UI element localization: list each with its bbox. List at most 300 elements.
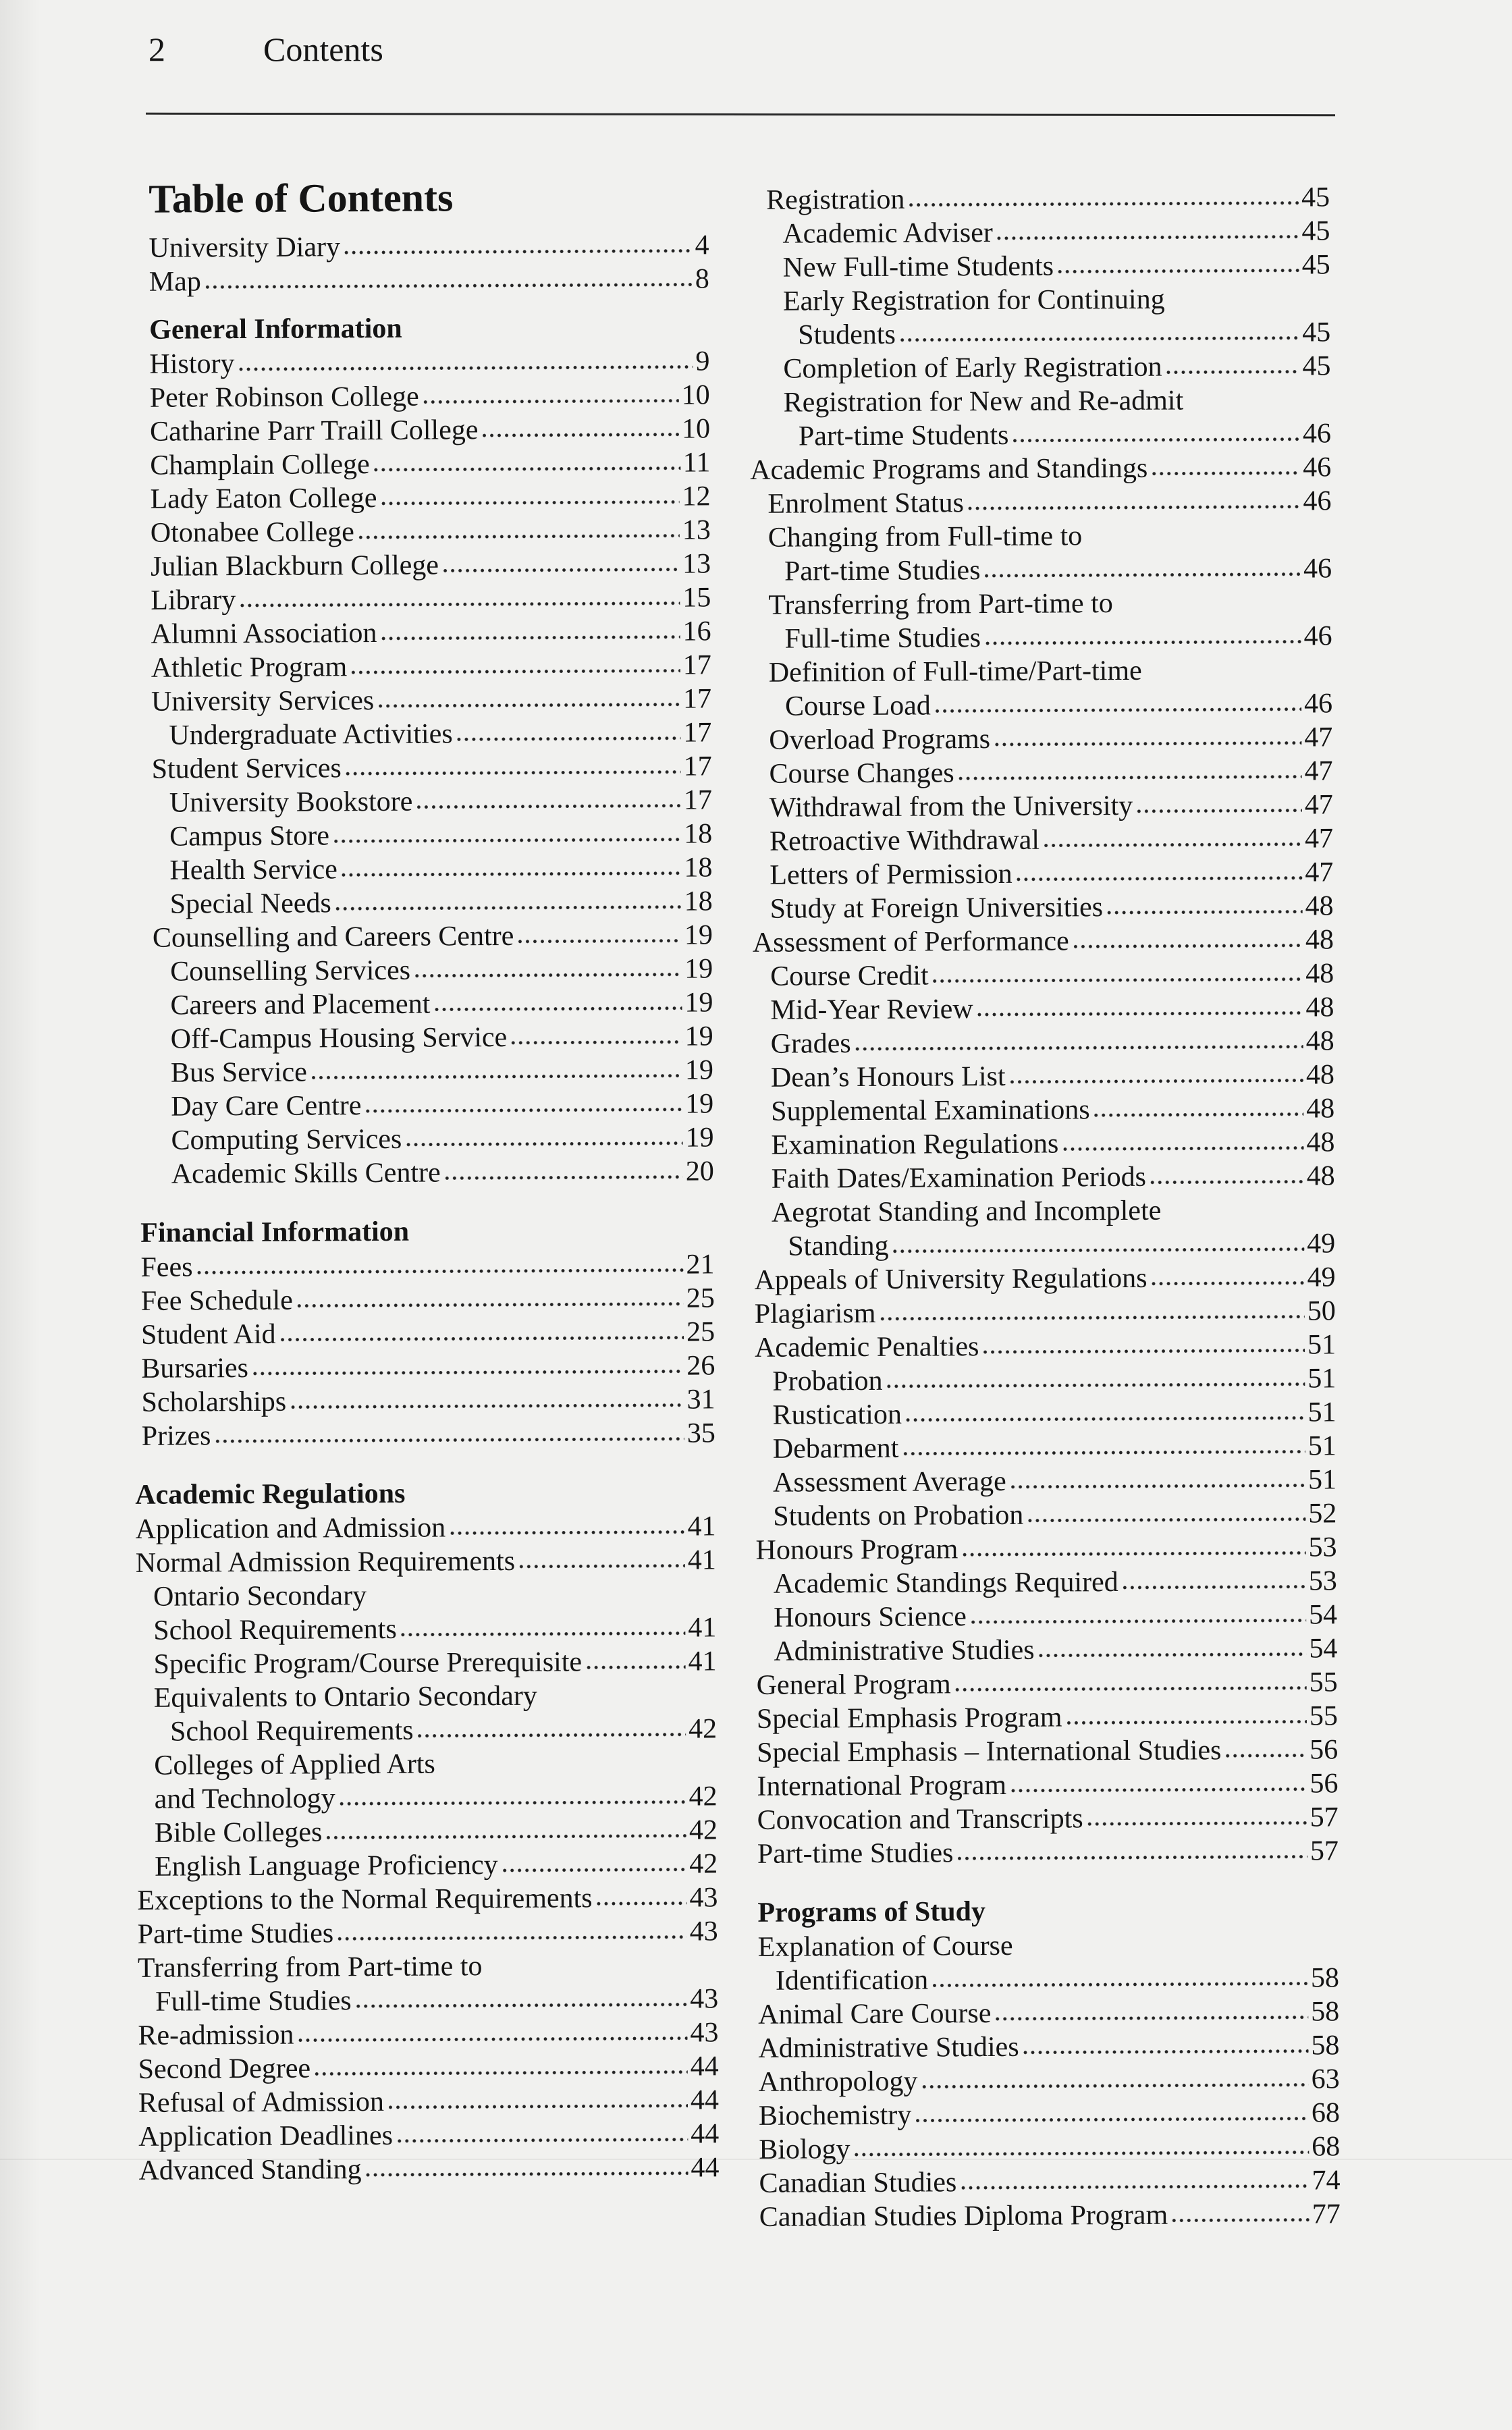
toc-entry-page: 47 [1304,755,1333,787]
toc-entry-page: 25 [686,1282,715,1314]
toc-entry[interactable] [138,2016,718,2053]
toc-entry[interactable] [151,716,711,752]
dot-leader [279,1334,684,1343]
toc-entry-page: 47 [1304,823,1334,855]
toc-entry-label: Dean’s Honours List [770,1060,1006,1094]
toc-entry[interactable] [751,720,1332,757]
toc-entry-page: 43 [689,1916,718,1947]
toc-entry[interactable] [753,1058,1334,1095]
toc-entry-label: Map [148,266,201,298]
toc-entry-page: 63 [1311,2063,1340,2095]
toc-entry-page: 55 [1309,1667,1338,1698]
dot-leader [1150,1280,1305,1287]
toc-entry-label: Plagiarism [754,1297,876,1330]
toc-title: Table of Contents [148,175,454,221]
dot-leader [357,533,680,541]
toc-entry[interactable] [758,1995,1339,2032]
toc-entry[interactable] [154,1154,714,1191]
toc-entry[interactable] [749,214,1330,251]
toc-entry-page: 44 [690,2051,719,2082]
dot-leader [289,1402,684,1411]
toc-entry[interactable] [151,513,711,549]
dot-leader [433,1005,682,1013]
dot-leader [1056,267,1299,275]
dot-leader [898,335,1299,344]
toc-entry-label-line: Ontario Secondary [153,1580,367,1613]
toc-entry-page: 49 [1307,1228,1336,1260]
dot-leader [994,2014,1308,2022]
toc-entry-label: Alumni Association [151,617,377,650]
toc-entry-label: Catharine Parr Traill College [149,414,479,448]
toc-entry[interactable] [136,1611,716,1648]
toc-right-group [732,214,1341,2234]
toc-entry-label: Canadian Studies Diploma Program [759,2199,1168,2233]
toc-entry-page: 17 [682,683,712,715]
toc-entry[interactable] [732,180,1330,217]
toc-entry-label: Julian Blackburn College [150,549,439,583]
toc-entry[interactable] [151,682,711,718]
toc-entry-page: 17 [683,751,712,782]
toc-entry[interactable] [756,1564,1337,1601]
toc-entry-page: 4 [695,230,709,261]
dot-leader [1106,909,1303,917]
dot-leader [336,1934,687,1943]
toc-entry[interactable] [152,850,712,887]
dot-leader [334,904,682,913]
toc-entry[interactable] [756,1598,1337,1635]
dot-leader [1149,1179,1304,1186]
toc-entry-page: 48 [1305,958,1334,990]
toc-entry[interactable] [759,2062,1340,2099]
toc-entry[interactable] [752,855,1333,892]
toc-entry-label-line: Changing from Full-time to [767,520,1083,554]
dot-leader [905,1415,1305,1424]
toc-entry[interactable] [138,1914,718,1951]
toc-entry-label: Identification [775,1964,929,1997]
toc-entry-label: Campus Store [169,820,330,853]
toc-entry-page: 13 [682,548,711,580]
dot-leader [350,668,680,676]
toc-entry[interactable] [141,1281,715,1318]
toc-entry[interactable] [149,262,709,298]
toc-entry[interactable] [757,1800,1339,1837]
toc-entry[interactable] [755,1361,1336,1399]
dot-leader [481,431,679,439]
dot-leader [196,1267,684,1276]
toc-entry-page: 46 [1303,452,1332,483]
toc-entry-page: 19 [684,1054,714,1086]
toc-entry-label: School Requirements [169,1714,414,1748]
toc-entry[interactable] [751,686,1332,724]
toc-entry-label: Refusal of Admission [138,2086,385,2119]
toc-entry[interactable] [753,923,1334,960]
toc-entry-page: 52 [1308,1498,1337,1530]
toc-entry-label: Academic Skills Centre [171,1157,441,1190]
toc-entry[interactable] [757,1766,1338,1804]
dot-leader [1009,1786,1307,1794]
dot-leader [976,1010,1303,1019]
dot-leader [1011,436,1300,444]
toc-entry-page: 48 [1305,1059,1335,1091]
toc-entry[interactable] [142,1416,716,1453]
dot-leader [213,1436,684,1445]
toc-entry-page: 56 [1310,1734,1339,1766]
toc-entry-label-line: Definition of Full-time/Part-time [768,655,1142,688]
dot-leader [1065,1719,1307,1727]
dot-leader [996,234,1299,242]
toc-entry-page: 17 [683,717,712,749]
toc-entry-label: Otonabee College [150,516,354,549]
dot-leader [238,600,680,609]
toc-entry-page: 46 [1303,485,1332,517]
toc-entry-page: 74 [1312,2165,1341,2196]
dot-leader [931,1980,1308,1989]
toc-entry-page: 48 [1305,1025,1334,1057]
dot-leader [1008,1077,1303,1085]
toc-entry[interactable] [757,1699,1338,1736]
toc-entry[interactable] [754,1260,1335,1297]
toc-entry-label: Part-time Studies [784,555,981,587]
toc-entry[interactable] [751,754,1332,791]
toc-entry[interactable] [755,1530,1336,1567]
toc-entry[interactable] [753,1125,1334,1162]
dot-leader [413,971,682,979]
toc-entry[interactable] [757,1834,1339,1871]
toc-entry[interactable] [148,228,709,265]
toc-entry-label-line: Transferring from Part-time to [768,588,1113,621]
toc-entry-page: 42 [689,1848,718,1880]
toc-entry-label: Study at Foreign Universities [770,892,1104,925]
toc-financial-group [120,1212,716,1453]
toc-entry[interactable] [751,551,1332,589]
toc-entry-page: 45 [1302,350,1331,382]
toc-entry-page: 48 [1306,1127,1335,1158]
toc-entry-page: 56 [1310,1768,1339,1800]
toc-entry-label: Honours Science [774,1601,967,1634]
dot-leader [387,2103,688,2111]
toc-entry-label: Withdrawal from the University [769,790,1133,824]
toc-entry-label-line: Explanation of Course [757,1930,1013,1963]
toc-entry-page: 45 [1302,317,1331,348]
toc-entry-label: Fee Schedule [140,1285,293,1317]
toc-entry[interactable] [755,1496,1336,1534]
toc-entry[interactable] [153,1053,713,1089]
toc-entry-label-line: Aegrotat Standing and Incomplete [771,1195,1162,1228]
toc-entry-label: Completion of Early Registration [783,351,1162,385]
toc-entry-page: 18 [684,886,713,917]
programs-list [758,1995,1341,2234]
toc-entry[interactable] [150,446,710,482]
toc-entry[interactable] [753,1024,1334,1061]
dot-leader [585,1664,686,1671]
toc-entry-page: 47 [1304,789,1333,821]
dot-leader [456,735,681,743]
toc-entry-page: 51 [1307,1430,1336,1462]
toc-entry[interactable] [749,349,1330,386]
toc-entry[interactable] [153,986,713,1022]
toc-entry[interactable] [138,2083,719,2120]
toc-entry[interactable] [151,580,711,617]
toc-entry[interactable] [151,547,711,583]
dot-leader [518,1563,685,1570]
toc-entry[interactable] [750,416,1331,454]
toc-entry-label: Animal Care Course [758,1998,992,2030]
toc-entry-page: 45 [1301,182,1330,213]
toc-entry[interactable] [759,2130,1340,2167]
dot-leader [373,465,680,473]
dot-leader [354,2001,688,2010]
toc-entry-label: Special Needs [169,888,331,920]
toc-entry-label: Counselling and Careers Centre [152,920,514,954]
dot-leader [1224,1752,1307,1760]
toc-entry-page: 17 [683,784,713,816]
toc-entry-page: 47 [1305,857,1334,888]
section-heading-regulations: Academic Regulations [135,1478,406,1511]
dot-leader [364,2170,688,2179]
toc-entry-label: Fees [140,1251,193,1283]
toc-entry[interactable] [153,884,713,921]
dot-leader [1022,2048,1309,2056]
toc-entry-page: 51 [1307,1363,1336,1395]
toc-entry-page: 46 [1303,553,1332,585]
toc-entry[interactable] [141,1349,715,1385]
dot-leader [1093,1111,1304,1119]
toc-entry[interactable] [750,484,1331,521]
toc-entry-page: 17 [682,649,711,681]
toc-entry-label: Athletic Program [151,651,348,684]
toc-entry[interactable] [140,1247,714,1284]
dot-leader [296,1301,684,1310]
dot-leader [983,571,1301,579]
toc-entry-label: General Program [756,1669,951,1701]
toc-intro-group [115,228,713,1191]
toc-entry-page: 49 [1307,1262,1336,1293]
toc-entry[interactable] [153,1120,713,1157]
toc-entry[interactable] [137,1881,718,1918]
toc-regulations-group [122,1474,719,2188]
toc-entry-page: 41 [688,1646,717,1677]
dot-leader [954,1685,1307,1694]
toc-entry-label: Supplemental Examinations [771,1094,1090,1127]
toc-entry-label: School Requirements [153,1613,397,1646]
toc-entry[interactable] [753,1091,1334,1129]
toc-entry-label: Assessment Average [772,1465,1006,1498]
toc-entry[interactable] [752,889,1333,926]
dot-leader [1026,1516,1305,1524]
dot-leader [379,499,679,507]
toc-entry-page: 42 [688,1814,718,1846]
toc-entry[interactable] [752,788,1333,825]
toc-entry-label: Canadian Studies [759,2167,957,2199]
toc-entry-page: 68 [1311,2097,1341,2129]
toc-entry-page: 10 [681,413,711,445]
toc-entry-page: 45 [1301,215,1330,247]
toc-entry[interactable] [152,749,712,786]
dot-leader [969,1617,1306,1626]
toc-entry[interactable] [756,1631,1337,1669]
toc-entry-label: Administrative Studies [774,1634,1035,1667]
toc-right-column [732,180,1341,2234]
dot-leader [443,1174,683,1182]
toc-entry[interactable] [757,1733,1338,1770]
toc-entry-page: 51 [1307,1397,1336,1428]
toc-entry-page: 11 [682,447,711,479]
dot-leader [1170,2217,1310,2224]
toc-entry[interactable] [153,918,713,954]
toc-entry[interactable] [750,450,1331,487]
toc-entry[interactable] [759,2197,1341,2234]
toc-entry[interactable] [153,952,713,988]
toc-entry[interactable] [137,1813,718,1850]
toc-entry[interactable] [751,619,1332,656]
toc-entry[interactable] [755,1294,1336,1331]
toc-entry-label: Champlain College [150,449,370,481]
toc-entry-page: 13 [682,514,711,546]
toc-entry-page: 41 [687,1511,716,1542]
toc-entry[interactable] [150,412,710,448]
toc-entry-label: Students [798,319,896,351]
toc-entry[interactable] [150,479,710,516]
toc-entry-page: 51 [1307,1464,1337,1496]
toc-entry-label: Application Deadlines [138,2120,394,2153]
toc-entry-label: Administrative Studies [758,2031,1019,2064]
toc-entry-label: Second Degree [138,2053,311,2085]
toc-entry[interactable] [759,2163,1340,2200]
toc-entry-page: 48 [1305,890,1334,922]
toc-entry[interactable] [138,2049,719,2086]
section-heading-financial: Financial Information [140,1216,410,1249]
toc-entry[interactable] [138,2117,719,2154]
toc-entry[interactable] [754,1226,1335,1264]
toc-entry[interactable] [754,1159,1335,1196]
toc-entry[interactable] [141,1382,715,1419]
page-number: 2 [148,30,165,68]
toc-entry[interactable] [753,990,1334,1027]
toc-entry-label: Biology [759,2134,850,2165]
toc-entry[interactable] [135,1509,716,1546]
dot-leader [404,1140,682,1148]
dot-leader [441,566,680,574]
toc-entry-page: 19 [684,1021,713,1052]
toc-entry-page: 25 [686,1316,716,1348]
toc-entry-page: 19 [684,953,713,985]
toc-entry-page: 68 [1312,2131,1341,2163]
toc-entry-page: 53 [1308,1532,1337,1563]
toc-entry[interactable] [752,821,1333,859]
toc-entry[interactable] [759,2096,1340,2133]
toc-entry[interactable] [136,1644,716,1681]
toc-entry[interactable] [150,378,710,414]
toc-entry-label: Rustication [772,1399,902,1431]
toc-entry-label: International Program [757,1769,1007,1802]
toc-entry-page: 26 [686,1350,716,1382]
toc-entry-page: 43 [689,1882,718,1914]
toc-entry[interactable] [749,248,1330,285]
toc-entry-label-line: Transferring from Part-time to [137,1951,483,1984]
toc-entry-label: Bible Colleges [154,1816,323,1849]
toc-entry[interactable] [758,2028,1339,2066]
dot-leader [204,281,693,291]
toc-entry-page: 44 [691,2118,720,2150]
toc-entry[interactable] [755,1395,1336,1432]
toc-entry-page: 18 [684,852,713,884]
toc-entry-page: 35 [686,1418,716,1449]
toc-entry[interactable] [138,1982,718,2019]
toc-entry-label: English Language Proficiency [155,1850,498,1883]
toc-entry-label: Students on Probation [773,1499,1024,1532]
toc-entry-page: 48 [1306,1093,1335,1125]
toc-entry[interactable] [136,1779,717,1816]
intro-list [148,228,709,298]
general-list [149,344,714,1191]
dot-leader [1061,1145,1303,1153]
toc-entry-label: University Services [151,684,375,718]
toc-entry[interactable] [755,1429,1336,1466]
toc-entry[interactable] [153,1087,713,1123]
dot-leader [920,2082,1308,2090]
toc-entry[interactable] [753,956,1334,994]
dot-leader [956,1854,1307,1862]
toc-entry-label: Off-Campus Housing Service [170,1021,508,1055]
dot-leader [396,2136,688,2144]
toc-entry[interactable] [152,783,712,819]
toc-entry[interactable] [141,1315,715,1351]
toc-entry-label-line: Equivalents to Ontario Secondary [153,1680,537,1714]
dot-leader [516,938,682,945]
toc-entry[interactable] [149,344,709,381]
toc-entry-page: 44 [690,2084,720,2116]
toc-entry-label: Lady Eaton College [150,482,377,515]
toc-entry-label: Normal Admission Requirements [135,1545,516,1579]
running-head [148,26,383,73]
toc-entry-page: 46 [1303,620,1332,652]
toc-entry-label: Letters of Permission [770,858,1013,891]
toc-entry[interactable] [136,1712,717,1749]
dot-leader [1121,1584,1306,1591]
toc-entry-page: 18 [684,818,713,850]
dot-leader [364,1106,682,1114]
toc-entry-page: 8 [695,263,709,295]
dot-leader [1037,1651,1307,1659]
toc-entry[interactable] [153,1019,713,1056]
toc-entry-label: Specific Program/Course Prerequisite [153,1646,583,1680]
toc-entry-page: 9 [695,346,710,377]
toc-entry[interactable] [755,1463,1336,1500]
header-rule [146,113,1335,116]
toc-entry[interactable] [136,1543,716,1580]
toc-entry[interactable] [749,315,1330,352]
toc-entry-label: Part-time Studies [137,1918,334,1950]
toc-entry[interactable] [151,648,711,684]
toc-entry[interactable] [758,1961,1339,1998]
dot-leader [967,504,1301,512]
toc-entry[interactable] [138,2151,719,2188]
right-list-b [754,1260,1339,1870]
toc-entry[interactable] [757,1665,1338,1702]
scan-artifact-line [0,2159,1512,2160]
toc-entry-label: Advanced Standing [138,2154,362,2186]
toc-entry-page: 55 [1309,1700,1339,1732]
toc-entry[interactable] [152,817,712,853]
toc-entry[interactable] [755,1328,1336,1365]
toc-entry[interactable] [137,1847,718,1884]
toc-entry-label: Day Care Centre [171,1090,362,1123]
dot-leader [415,803,681,811]
toc-entry[interactable] [151,614,711,651]
toc-entry-page: 10 [681,379,710,411]
dot-leader [238,364,693,373]
toc-entry-label: Biochemistry [758,2099,912,2132]
